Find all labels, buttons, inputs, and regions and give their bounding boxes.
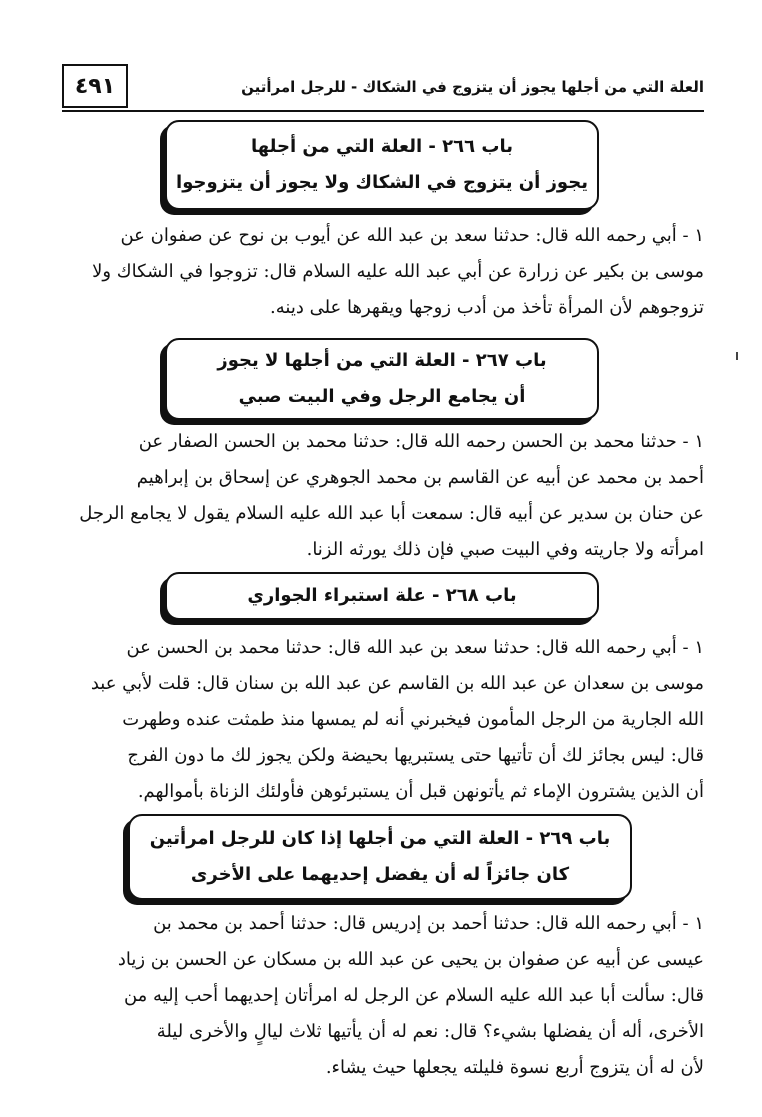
- text-line: الله الجارية من الرجل المأمون فيخبرني أنه لم يمسها منذ طمثت عنده وطهرت: [122, 709, 704, 730]
- chapter-title-line: باب ٢٦٧ - العلة التي من أجلها لا يجوز: [217, 350, 547, 371]
- chapter-title-line: باب ٢٦٦ - العلة التي من أجلها: [251, 136, 513, 157]
- chapter-title-line: باب ٢٦٩ - العلة التي من أجلها إذا كان للرجل امرأتين: [149, 828, 611, 849]
- page-number-box: [62, 64, 128, 108]
- chapter-title-line: كان جائزاً له أن يفضل إحديهما على الأخرى: [190, 864, 570, 885]
- running-header: [62, 64, 704, 112]
- running-title: العلة التي من أجلها يجوز أن يتزوج في الشكاك - للرجل امرأتين: [241, 78, 704, 96]
- text-line: عن حنان بن سدير عن أبيه قال: سمعت أبا عبد الله عليه السلام يقول لا يجامع الرجل: [79, 503, 704, 524]
- hadith-paragraph-268: [76, 630, 704, 810]
- chapter-title-line: أن يجامع الرجل وفي البيت صبي: [238, 386, 526, 407]
- hadith-paragraph-267: [76, 424, 704, 568]
- text-line: ١ - أبي رحمه الله قال: حدثنا سعد بن عبد الله قال: حدثنا محمد بن الحسن عن: [126, 637, 704, 658]
- scan-mark: [736, 352, 738, 360]
- chapter-title-box-267: [165, 338, 599, 420]
- hadith-paragraph-266: [76, 218, 704, 326]
- text-line: موسى بن بكير عن زرارة عن أبي عبد الله عليه السلام قال: تزوجوا في الشكاك ولا: [92, 261, 704, 282]
- text-line: تزوجوهم لأن المرأة تأخذ من أدب زوجها ويقهرها على دينه.: [270, 297, 704, 318]
- page-number: ٤٩١: [74, 73, 116, 99]
- text-line: الأخرى، أله أن يفضلها بشيء؟ قال: نعم له أن يأتيها ثلاث ليالٍ والأخرى ليلة: [156, 1021, 704, 1042]
- text-line: قال: سألت أبا عبد الله عليه السلام عن الرجل له امرأتان إحديهما أحب إليه من: [123, 985, 704, 1006]
- hadith-paragraph-269: [76, 906, 704, 1086]
- text-line: أحمد بن محمد عن أبيه عن القاسم بن محمد الجوهري عن إسحاق بن إبراهيم: [136, 467, 704, 488]
- text-line: امرأته ولا جاريته وفي البيت صبي فإن ذلك يورثه الزنا.: [306, 539, 704, 560]
- chapter-title-box-266: [165, 120, 599, 210]
- chapter-title-box-268: [165, 572, 599, 620]
- text-line: ١ - حدثنا محمد بن الحسن رحمه الله قال: حدثنا محمد بن الحسن الصفار عن: [138, 431, 704, 452]
- text-line: ١ - أبي رحمه الله قال: حدثنا سعد بن عبد الله عن أيوب بن نوح عن صفوان عن: [120, 225, 704, 246]
- text-line: لأن له أن يتزوج أربع نسوة فليلته يجعلها حيث يشاء.: [325, 1057, 704, 1078]
- chapter-title-line: يجوز أن يتزوج في الشكاك ولا يجوز أن يتزوجوا: [176, 172, 588, 193]
- text-line: موسى بن سعدان عن عبد الله بن القاسم عن عبد الله بن سنان قال: قلت لأبي عبد: [90, 673, 704, 694]
- text-line: ١ - أبي رحمه الله قال: حدثنا أحمد بن إدريس قال: حدثنا أحمد بن محمد بن: [153, 913, 704, 934]
- text-line: أن الذين يشترون الإماء ثم يأتونهن قبل أن يستبرئوهن فأولئك الزناة بأموالهم.: [137, 781, 704, 802]
- text-line: عيسى عن أبيه عن صفوان بن يحيى عن عبد الله بن مسكان عن الحسن بن زياد: [117, 949, 704, 970]
- chapter-title-box-269: [128, 814, 632, 900]
- chapter-title-line: باب ٢٦٨ - علة استبراء الجواري: [247, 585, 517, 606]
- text-line: قال: ليس بجائز لك أن تأتيها حتى يستبريها بحيضة ولكن يجوز لك ما دون الفرج: [127, 745, 704, 766]
